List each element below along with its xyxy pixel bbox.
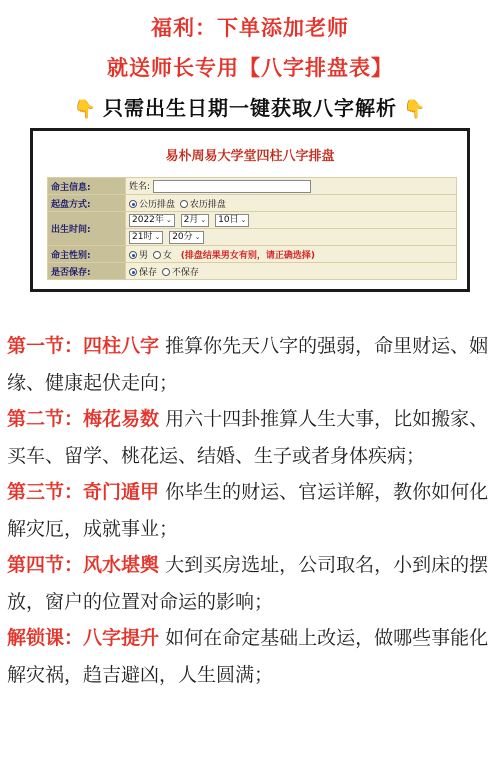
radio-lunar-label: 农历排盘: [189, 199, 226, 210]
radio-female[interactable]: [153, 251, 161, 259]
bazi-form-screenshot: [30, 128, 470, 292]
radio-solar[interactable]: [129, 200, 137, 208]
form-row-save: [48, 263, 457, 280]
promo-line-3-text: 只需出生日期一键获取八字解析: [103, 96, 397, 120]
pointing-down-hand-icon: 👇: [403, 99, 427, 120]
gender-note: (排盘结果男女有别，请正确选择): [180, 250, 316, 261]
section-topic: 奇门遁甲: [83, 481, 160, 503]
radio-male-label: 男: [139, 250, 149, 261]
name-label: 姓名:: [129, 182, 151, 192]
radio-nosave[interactable]: [162, 268, 170, 276]
day-select[interactable]: [215, 214, 249, 227]
bazi-form-table: [47, 177, 457, 280]
mode-value-cell: [126, 195, 457, 212]
hour-value: 21时: [132, 231, 153, 242]
form-row-mode: [48, 195, 457, 212]
radio-save-label: 保存: [139, 267, 158, 278]
year-value: 2022年: [132, 214, 164, 225]
course-sections: [7, 328, 495, 693]
section-head: 第一节：: [7, 335, 84, 357]
section-2: [7, 401, 495, 474]
minute-select[interactable]: [169, 231, 203, 244]
hour-select[interactable]: [129, 231, 163, 244]
gender-value-cell: [126, 246, 457, 263]
radio-lunar[interactable]: [180, 200, 188, 208]
section-topic: 梅花易数: [83, 408, 160, 430]
save-value-cell: [126, 263, 457, 280]
minute-value: 20分: [172, 231, 193, 242]
section-desc: 用六十四卦推算人生大事，比如搬家、买车、留学、桃花运、结婚、生子或者身体疾病；: [7, 408, 489, 467]
chevron-down-icon: ⌄: [200, 215, 207, 224]
pointing-down-hand-icon: 👇: [73, 99, 97, 120]
month-select[interactable]: [181, 214, 210, 227]
chevron-down-icon: ⌄: [240, 215, 247, 224]
section-1: [7, 328, 495, 401]
section-head: 第四节：: [7, 554, 84, 576]
year-select[interactable]: [129, 214, 175, 227]
radio-female-label: 女: [162, 250, 172, 261]
promo-line-1: 福利：下单添加老师: [151, 16, 349, 40]
section-head: 第三节：: [7, 481, 84, 503]
section-topic: 八字提升: [83, 627, 160, 649]
save-label: 是否保存:: [48, 263, 126, 280]
radio-solar-label: 公历排盘: [139, 199, 176, 210]
chevron-down-icon: ⌄: [194, 232, 201, 241]
section-desc: 如何在命定基础上改运，做哪些事能化解灾祸，趋吉避凶，人生圆满；: [7, 627, 489, 686]
promo-line-2: 就送师长专用【八字排盘表】: [107, 56, 393, 80]
gender-label: 命主性别:: [48, 246, 126, 263]
owner-value-cell: [126, 178, 457, 195]
section-3: [7, 474, 495, 547]
section-desc: 大到买房选址，公司取名，小到床的摆放，窗户的位置对命运的影响；: [7, 554, 489, 613]
section-4: [7, 547, 495, 620]
name-input[interactable]: [153, 180, 311, 193]
birth-time-cell: [126, 229, 457, 246]
chevron-down-icon: ⌄: [165, 215, 172, 224]
radio-male[interactable]: [129, 251, 137, 259]
radio-save[interactable]: [129, 268, 137, 276]
birth-label: 出生时间:: [48, 212, 126, 246]
section-desc: 你毕生的财运、官运详解，教你如何化解灾厄，成就事业；: [7, 481, 489, 540]
section-head: 解锁课：: [7, 627, 84, 649]
form-row-owner: [48, 178, 457, 195]
section-desc: 推算你先天八字的强弱，命里财运、姻缘、健康起伏走向；: [7, 335, 489, 394]
chevron-down-icon: ⌄: [154, 232, 161, 241]
form-title: 易朴周易大学堂四柱八字排盘: [165, 149, 335, 164]
mode-label: 起盘方式:: [48, 195, 126, 212]
day-value: 10日: [218, 214, 239, 225]
section-5: [7, 620, 495, 693]
radio-nosave-label: 不保存: [171, 267, 199, 278]
section-topic: 风水堪舆: [83, 554, 160, 576]
section-head: 第二节：: [7, 408, 84, 430]
section-topic: 四柱八字: [83, 335, 160, 357]
birth-date-cell: [126, 212, 457, 229]
month-value: 2月: [183, 214, 199, 225]
promo-line-3: [0, 92, 500, 121]
owner-label: 命主信息:: [48, 178, 126, 195]
form-row-birth: [48, 212, 457, 229]
form-row-gender: [48, 246, 457, 263]
